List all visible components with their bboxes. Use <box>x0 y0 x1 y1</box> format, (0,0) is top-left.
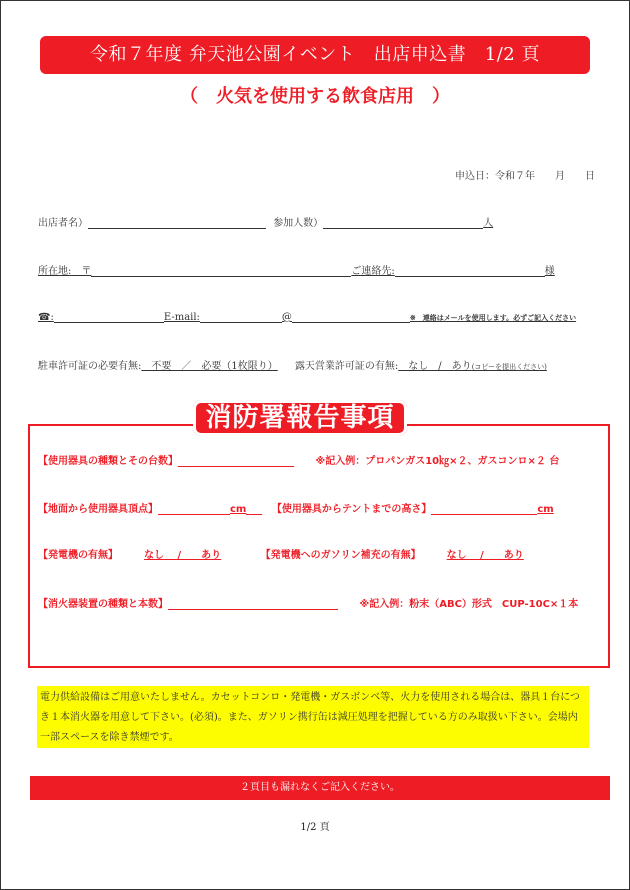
tent-height-label: 【使用器具からテントまでの高さ】 <box>271 504 432 515</box>
page-number: 1/2 頁 <box>300 822 330 833</box>
ground-height-field[interactable] <box>158 502 230 515</box>
phone-sep: : <box>50 312 54 323</box>
equipment-example: ※記入例：プロパンガス10㎏×２、ガスコンロ×２ 台 <box>315 456 560 467</box>
fire-report-header: 消防署報告事項 <box>193 400 407 436</box>
participants-field[interactable] <box>323 216 483 229</box>
shop-name-field[interactable] <box>88 216 266 229</box>
notice-line-1: 電力供給設備はご用意いたしません。カセットコンロ・発電機・ガスボンベ等、火力を使用される場合は、器具１台につ <box>40 692 580 703</box>
shop-name-label: 出店者名） <box>38 218 88 229</box>
ground-height-tail <box>246 502 262 515</box>
extinguisher-example: ※記入例：粉末（ABC）形式 CUP-10C×１本 <box>359 599 579 610</box>
height-row <box>38 500 554 515</box>
bottom-reminder-bar: ２頁目も漏れなくご記入ください。 <box>30 776 610 800</box>
phone-icon: ☎ <box>38 312 51 323</box>
phone-email-row <box>38 310 576 323</box>
tent-height-unit: cm <box>537 504 554 515</box>
generator-row <box>38 546 524 561</box>
participants-label: 参加人数） <box>273 218 324 229</box>
permit-row <box>38 357 547 372</box>
parking-options[interactable]: 不要 ／ 必要（1枚限り） <box>141 361 278 372</box>
address-field[interactable] <box>91 264 351 277</box>
shop-name-row <box>38 214 493 229</box>
gasoline-options[interactable]: なし / あり <box>446 550 524 561</box>
equipment-field[interactable] <box>178 454 294 467</box>
email-label: E-mail: <box>163 312 200 323</box>
equipment-row <box>38 452 559 467</box>
notice-box <box>37 686 589 748</box>
email-note: ※ 連絡はメールを使用します。必ずご記入ください <box>409 313 577 322</box>
address-label: 所在地: 〒 <box>38 266 92 277</box>
generator-label: 【発電機の有無】 <box>38 550 118 561</box>
extinguisher-row <box>38 595 578 610</box>
contact-suffix: 様 <box>544 266 555 277</box>
notice-line-2: き１本消火器を用意して下さい。(必須)。また、ガソリン携行缶は減圧処理を把握している方のみ取扱い下さい。会場内 <box>40 712 578 723</box>
outdoor-note: (コピーを提出ください) <box>471 363 547 371</box>
contact-field[interactable] <box>395 264 545 277</box>
email-domain-field[interactable] <box>292 310 410 323</box>
page-subtitle: （ 火気を使用する飲食店用 ） <box>180 86 450 107</box>
participants-unit: 人 <box>483 218 494 229</box>
page-title: 令和７年度 弁天池公園イベント 出店申込書 1/2 頁 <box>40 36 590 74</box>
notice-line-3: 一部スペースを除き禁煙です。 <box>40 732 179 743</box>
email-user-field[interactable] <box>200 310 282 323</box>
extinguisher-field[interactable] <box>168 597 338 610</box>
generator-options[interactable]: なし / あり <box>144 550 222 561</box>
email-at: @ <box>281 312 292 323</box>
tent-height-field[interactable] <box>431 502 537 515</box>
phone-field[interactable] <box>54 310 164 323</box>
gasoline-label: 【発電機へのガソリン補充の有無】 <box>260 550 421 561</box>
extinguisher-label: 【消火器装置の種類と本数】 <box>38 599 168 610</box>
equipment-label: 【使用器具の種類とその台数】 <box>38 456 178 467</box>
outdoor-label: 露天営業許可証の有無: <box>294 361 399 372</box>
parking-label: 駐車許可証の必要有無: <box>38 361 142 372</box>
ground-height-unit: cm <box>230 504 247 515</box>
contact-label: ご連絡先: <box>351 266 395 277</box>
apply-date: 申込日：令和７年 月 日 <box>455 171 595 182</box>
ground-height-label: 【地面から使用器具頂点】 <box>38 504 158 515</box>
outdoor-options[interactable]: なし / あり <box>398 361 472 372</box>
address-row <box>38 262 555 277</box>
